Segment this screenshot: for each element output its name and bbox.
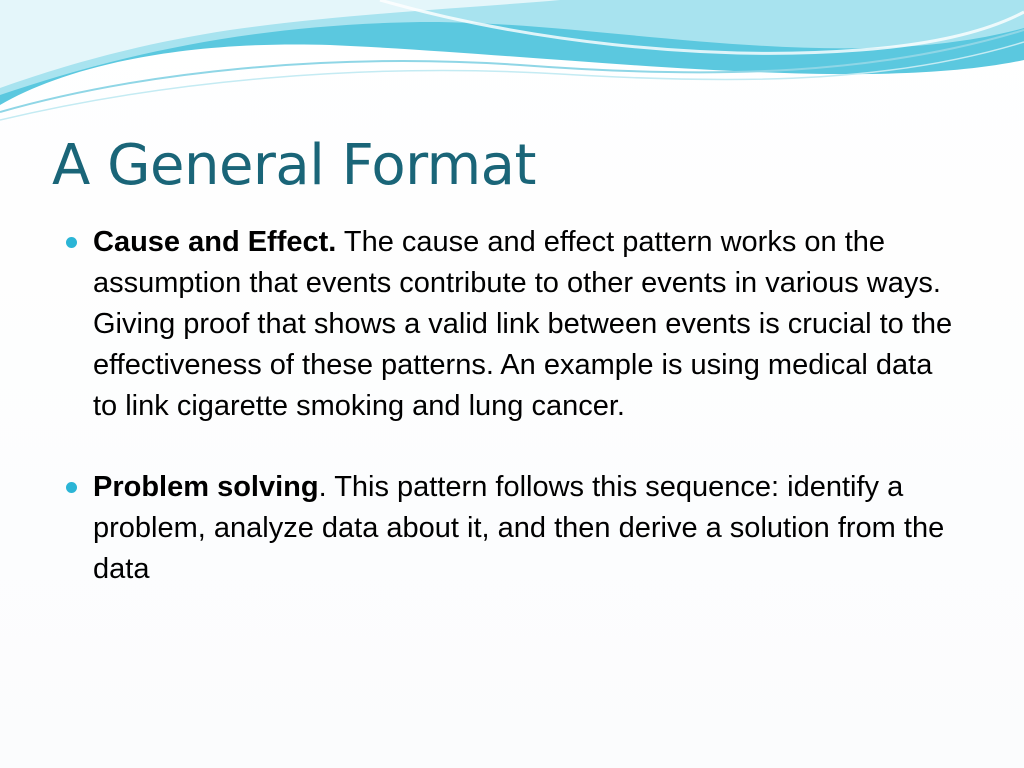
bullet-lead-text: Problem solving: [93, 471, 319, 503]
bullet-list: [0, 222, 1024, 590]
header-wave-decoration: [0, 0, 1024, 130]
bullet-body-text: . This pattern follows this sequence: identify a problem, analyze data about it, and then derive a solution from the data: [93, 471, 945, 585]
bullet-body-text: The cause and effect pattern works on the assumption that events contribute to other events in various ways. Giving proof that shows a valid link between events is crucial to the effectiveness of these patterns. An example is using medical data to link cigarette smoking and lung cancer.: [93, 226, 953, 422]
bullet-dot-icon: [66, 237, 77, 248]
bullet-dot-icon: [66, 482, 77, 493]
bullet-item-problem-solving: [0, 467, 963, 590]
bullet-lead-text: Cause and Effect.: [93, 226, 337, 258]
bullet-item-cause-effect: [0, 222, 963, 427]
slide-title: A General Format: [52, 133, 536, 198]
